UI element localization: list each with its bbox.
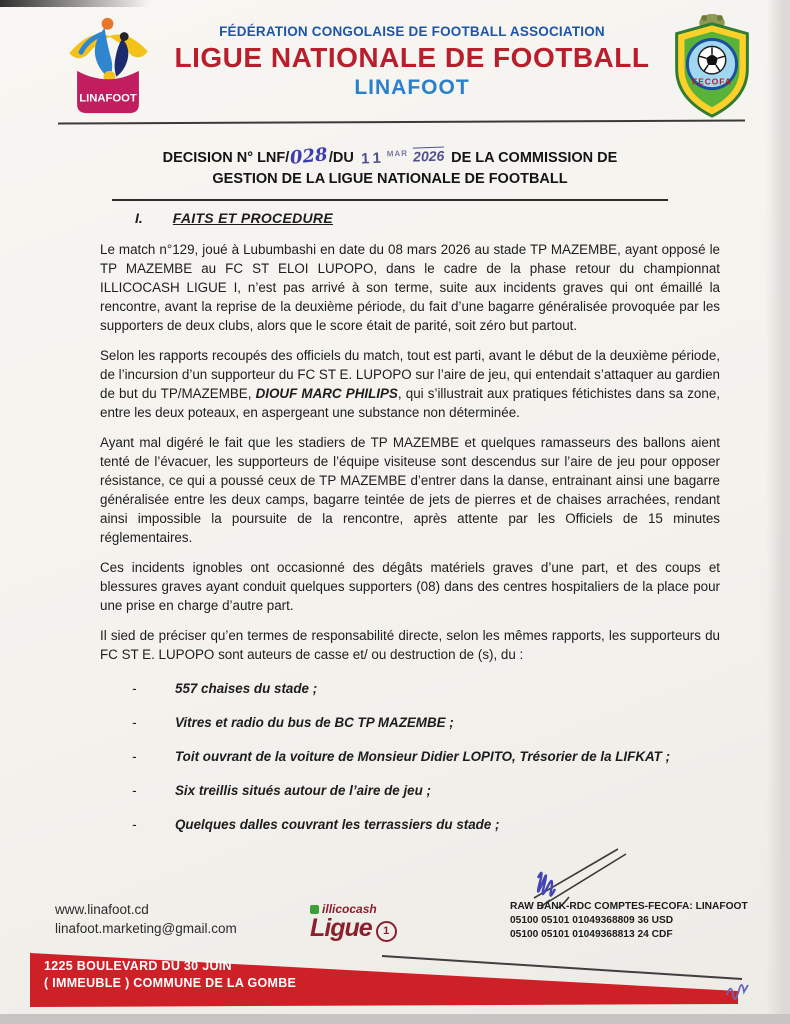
illicocash-ligue1-logo (310, 900, 397, 942)
stamp-month: MAR (386, 148, 409, 159)
illicocash-icon (310, 905, 319, 914)
paragraph-5: Il sied de préciser qu’en termes de responsabilité directe, selon les mêmes rapports, les supporteurs du FC ST E. LUPOPO sont auteurs de casse et/ ou destruction de (s), du : (100, 628, 720, 662)
ligue1-badge-icon: 1 (376, 921, 397, 942)
title-part2: /DU (328, 150, 354, 166)
section-title: FAITS ET PROCEDURE (172, 210, 333, 226)
scan-edge-right (766, 0, 790, 1024)
paragraph-3: Ayant mal digéré le fait que les stadiers de TP MAZEMBE et quelques ramasseurs des ballons aient tenté de l’évacuer, les supporteurs de l’équipe visiteuse sont descendus sur l’aire de jeu pour opposer résistance, ce qui a poussé ceux de TP MAZEMBE d’entrer dans la danse, entrainant ainsi une bagarre généralisée entre les deux camps, bagarre teintée de jets de pierres et de chaises arrachées, rendant ainsi impossible la poursuite de la rencontre, après attente par les Officiels de 15 minutes réglementaires. (100, 435, 720, 545)
date-stamp (360, 142, 444, 171)
goalkeeper-name: DIOUF MARC PHILIPS (255, 386, 398, 401)
title-part3: DE LA COMMISSION DE (451, 150, 618, 166)
bank-details (510, 900, 762, 942)
linafoot-name: LINAFOOT (354, 76, 470, 99)
website-text: www.linafoot.cd (55, 902, 149, 917)
signature-mark (520, 840, 650, 908)
scan-smudge (0, 0, 150, 7)
damage-list (100, 679, 720, 835)
linafoot-logo-label: LINAFOOT (79, 92, 137, 105)
footer (55, 900, 762, 942)
linafoot-logo (52, 12, 164, 118)
title-part1: DECISION N° LNF/ (162, 150, 290, 166)
paragraph-4: Ces incidents ignobles ont occasionné des dégâts matériels graves d’une part, et des coups et blessures graves ayant conduit quelques supporters (08) dans des centres hospitaliers de la place pour une prise en charge d’autre part. (100, 560, 720, 613)
section-heading (135, 209, 720, 228)
email-text: linafoot.marketing@gmail.com (55, 921, 237, 936)
bank-title: RAW BANK-RDC COMPTES-FECOFA: LINAFOOT (509, 901, 748, 912)
address-line2: ( IMMEUBLE ) COMMUNE DE LA GOMBE (44, 975, 297, 990)
list-item: - Quelques dalles couvrant les terrassiers du stade ; (100, 815, 720, 835)
paragraph-2 (100, 346, 720, 422)
stamp-year: 2026 (412, 147, 445, 165)
address-line1: 1225 BOULEVARD DU 30 JUIN (44, 959, 232, 973)
address-text (44, 958, 296, 991)
list-item: - Six treillis situés autour de l’aire de jeu ; (100, 781, 720, 801)
account-cdf: 05100 05101 01049368813 24 CDF (509, 929, 673, 940)
sponsor-league-text: Ligue (310, 914, 372, 942)
paragraph-2-end: , qui s’illustrait aux pratiques fétichistes dans sa zone, entre les deux poteaux, en aspergeant une substance non déterminée. (100, 386, 720, 420)
list-item: - Vitres et radio du bus de BC TP MAZEMBE ; (100, 713, 720, 733)
list-item: - 557 chaises du stade ; (100, 679, 720, 699)
sponsor-brand-text: illicocash (322, 902, 377, 916)
fecofa-logo (660, 12, 764, 122)
list-item: - Toit ouvrant de la voiture de Monsieur Didier LOPITO, Trésorier de la LIFKAT ; (100, 747, 720, 767)
letterhead-titles (164, 12, 660, 100)
decision-title (112, 143, 668, 201)
sponsor-league (310, 916, 397, 942)
section-numeral: I. (135, 210, 143, 226)
paraph-mark (724, 978, 750, 1000)
paragraph-2-start: Selon les rapports recoupés des officiels du match, tout est parti, avant le début de la deuxième période, de l’incursion d’un supporteur du FC ST E. LUPOPO sur l’aire de jeu, qui entendait s’attaquer au gardien de but du TP/MAZEMBE, (100, 348, 720, 401)
fecofa-logo-label: FECOFA (692, 76, 732, 87)
title-line2: GESTION DE LA LIGUE NATIONALE DE FOOTBALL (212, 171, 568, 187)
stamp-day: 11 (360, 149, 386, 168)
handwritten-decision-number: 028 (289, 144, 329, 169)
league-name: LIGUE NATIONALE DE FOOTBALL (174, 42, 650, 73)
document-body (100, 209, 720, 849)
account-usd: 05100 05101 01049368809 36 USD (509, 915, 674, 926)
federation-name: FÉDÉRATION CONGOLAISE DE FOOTBALL ASSOCIATION (219, 24, 605, 39)
scan-edge-bottom (0, 1014, 790, 1024)
paragraph-1: Le match n°129, joué à Lubumbashi en date du 08 mars 2026 au stade TP MAZEMBE, ayant opposé le TP MAZEMBE au FC ST ELOI LUPOPO, dans le cadre de la phase retour du championnat ILLICOCASH LIGUE I, n’est pas arrivé à son terme, suite aux incidents graves qui ont émaillé la rencontre, avant la reprise de la deuxième période, du fait d’une bagarre généralisée provoquée par les supporters de deux clubs, alors que le score était de parité, soit zéro but partout. (100, 242, 720, 333)
footer-contacts (55, 900, 237, 938)
letterhead (52, 12, 764, 122)
